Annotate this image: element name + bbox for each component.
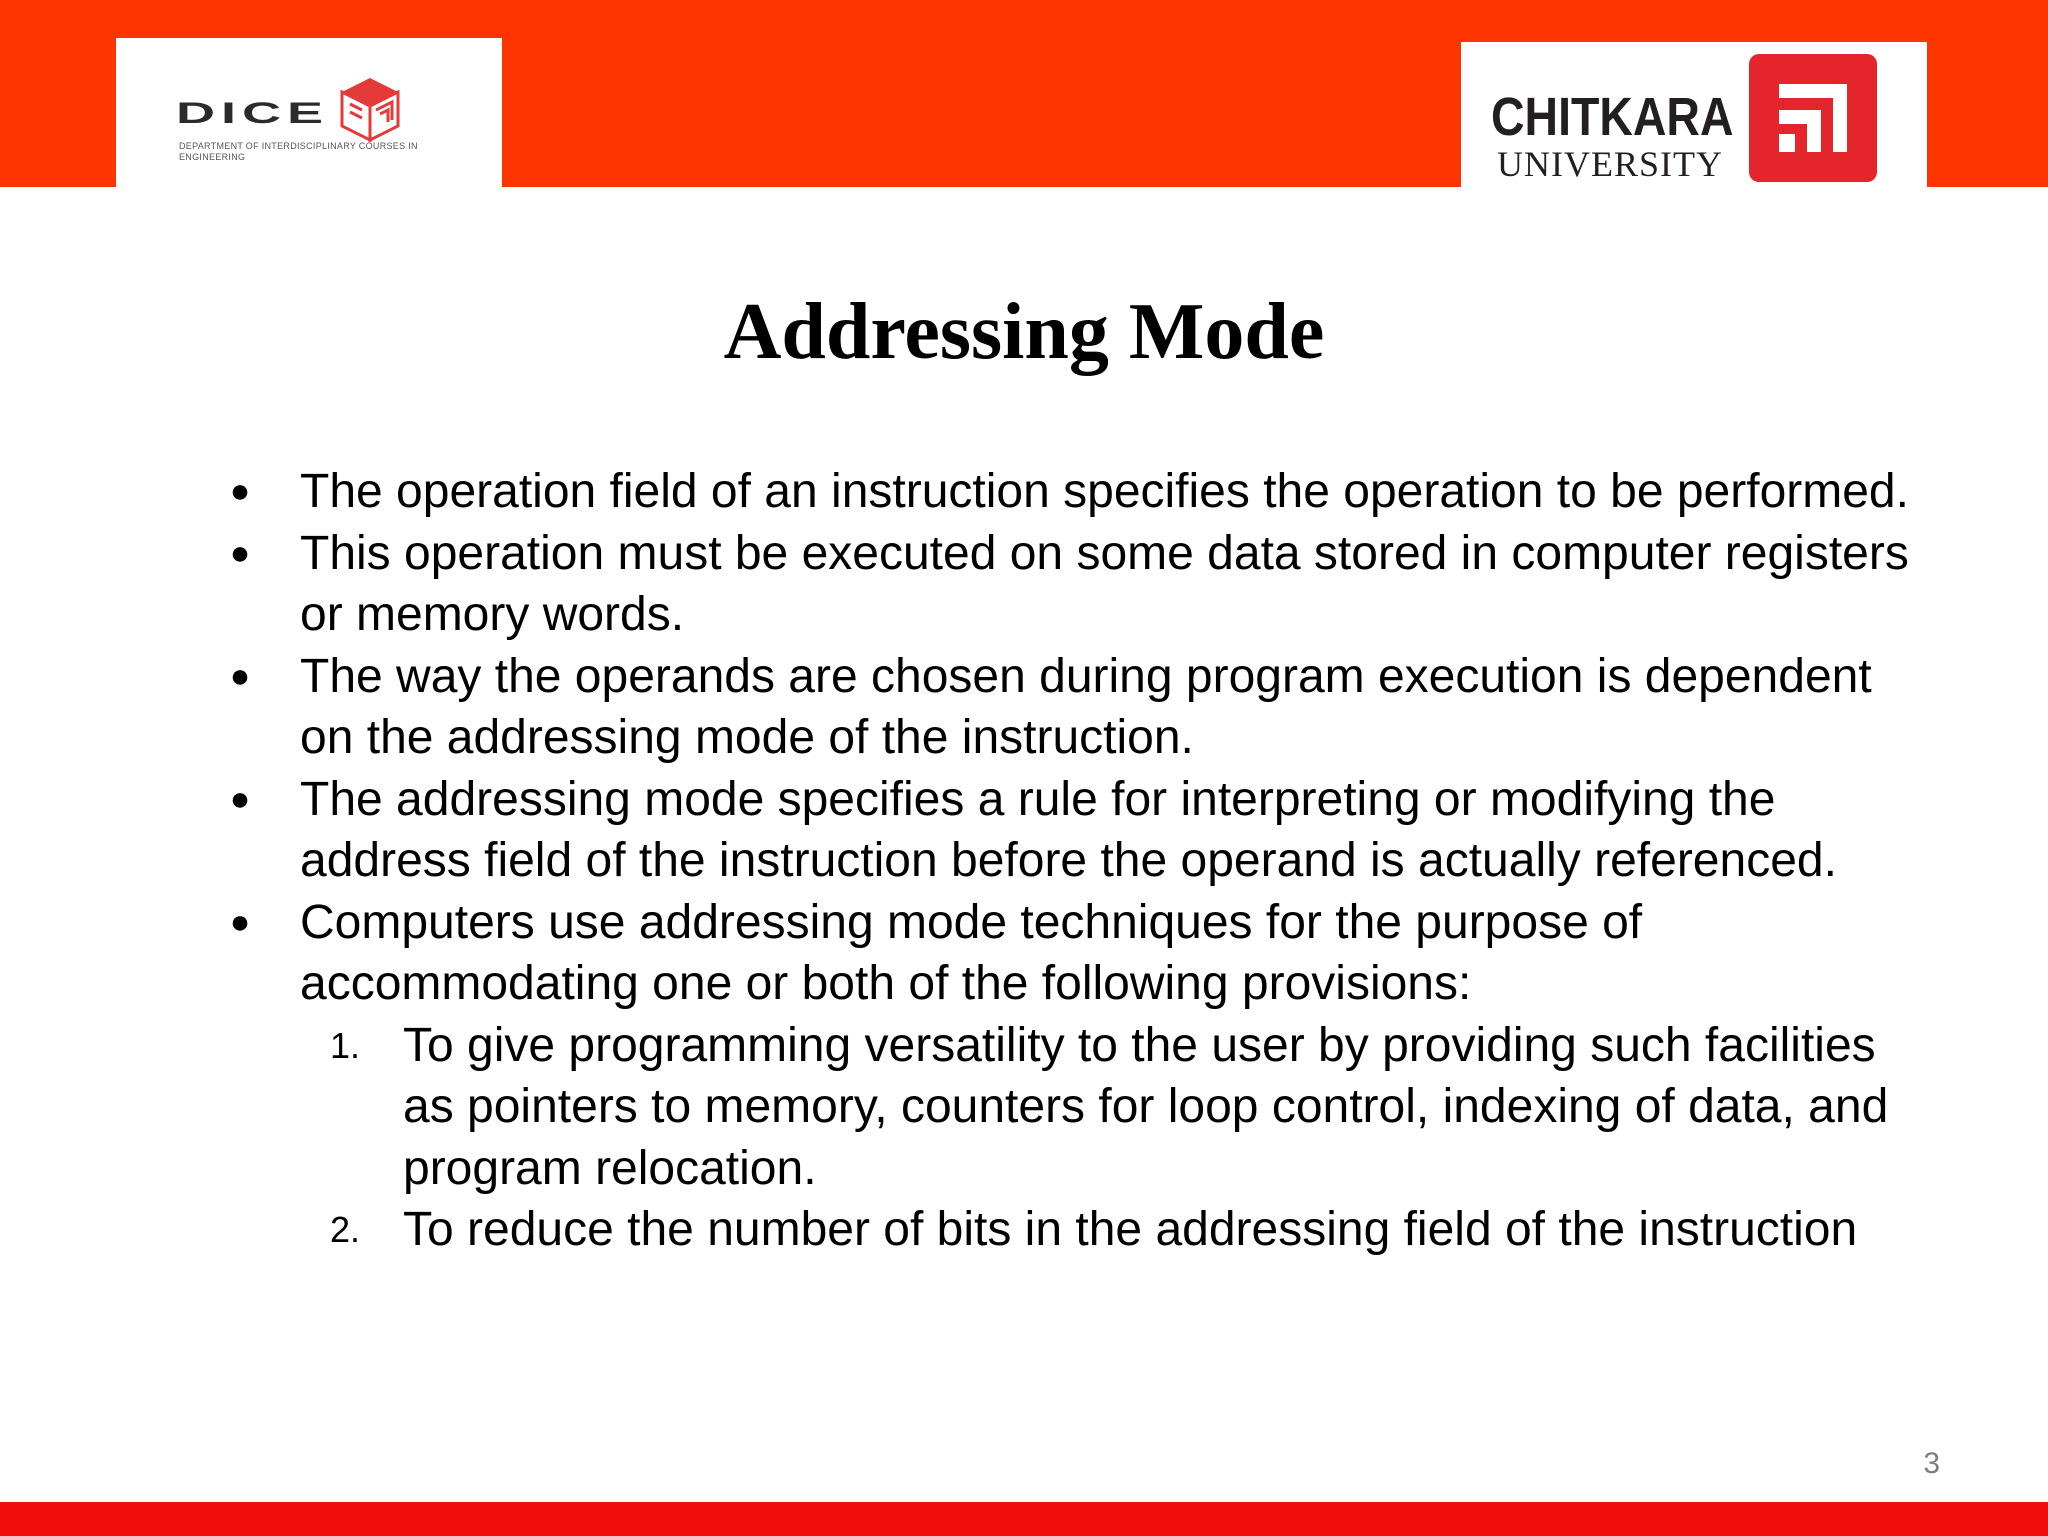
bullet-dot-icon: ● xyxy=(229,472,251,510)
bullet-text: The operation field of an instruction specifies the operation to be performed. xyxy=(300,465,1909,518)
bullet-dot-icon: ● xyxy=(229,533,251,572)
numbered-text: To give programming versatility to the user by providing such facilities as pointers to memory, counters for loop control, indexing of data, and program relocation. xyxy=(403,1018,1889,1195)
numbered-marker: 2. xyxy=(330,1209,361,1250)
slide-title: Addressing Mode xyxy=(723,288,1325,376)
bullet-dot-icon: ● xyxy=(229,779,251,818)
bullet-item xyxy=(220,892,1920,1015)
bullet-item xyxy=(220,769,1920,892)
numbered-item xyxy=(220,1015,1920,1200)
page-number: 3 xyxy=(1923,1447,1940,1480)
bullet-text: The addressing mode specifies a rule for interpreting or modifying the address field of the instruction before the operand is actually referenced. xyxy=(300,772,1837,887)
chitkara-logo-name: CHITKARA xyxy=(1491,87,1734,147)
dice-logo-subtitle: DEPARTMENT OF INTERDISCIPLINARY COURSES IN ENGINEERING xyxy=(179,141,418,162)
dice-logo-word: DICE xyxy=(176,96,330,130)
chitkara-emblem-icon xyxy=(1749,54,1877,182)
dice-cube-icon xyxy=(338,74,402,144)
numbered-list xyxy=(220,1015,1920,1261)
bullet-item xyxy=(220,523,1920,646)
bullet-text: The way the operands are chosen during program execution is dependent on the addressing mode of the instruction. xyxy=(300,649,1872,764)
numbered-text: To reduce the number of bits in the addressing field of the instruction xyxy=(403,1203,1858,1256)
numbered-marker: 1. xyxy=(330,1024,361,1066)
dice-logo xyxy=(116,38,502,226)
bullet-item xyxy=(220,461,1920,523)
bullet-dot-icon: ● xyxy=(229,656,251,695)
bullet-dot-icon: ● xyxy=(229,902,251,941)
bullet-text: This operation must be executed on some data stored in computer registers or memory words. xyxy=(300,526,1909,641)
slide-content xyxy=(220,461,1920,1261)
bullet-item xyxy=(220,646,1920,769)
bullet-list xyxy=(220,461,1920,1015)
numbered-item xyxy=(220,1199,1920,1261)
bullet-text: Computers use addressing mode techniques for the purpose of accommodating one or both of the following provisions: xyxy=(300,895,1643,1010)
footer-bar xyxy=(0,1502,2048,1536)
chitkara-logo-subtitle: UNIVERSITY xyxy=(1497,144,1723,184)
chitkara-logo xyxy=(1461,42,1927,226)
